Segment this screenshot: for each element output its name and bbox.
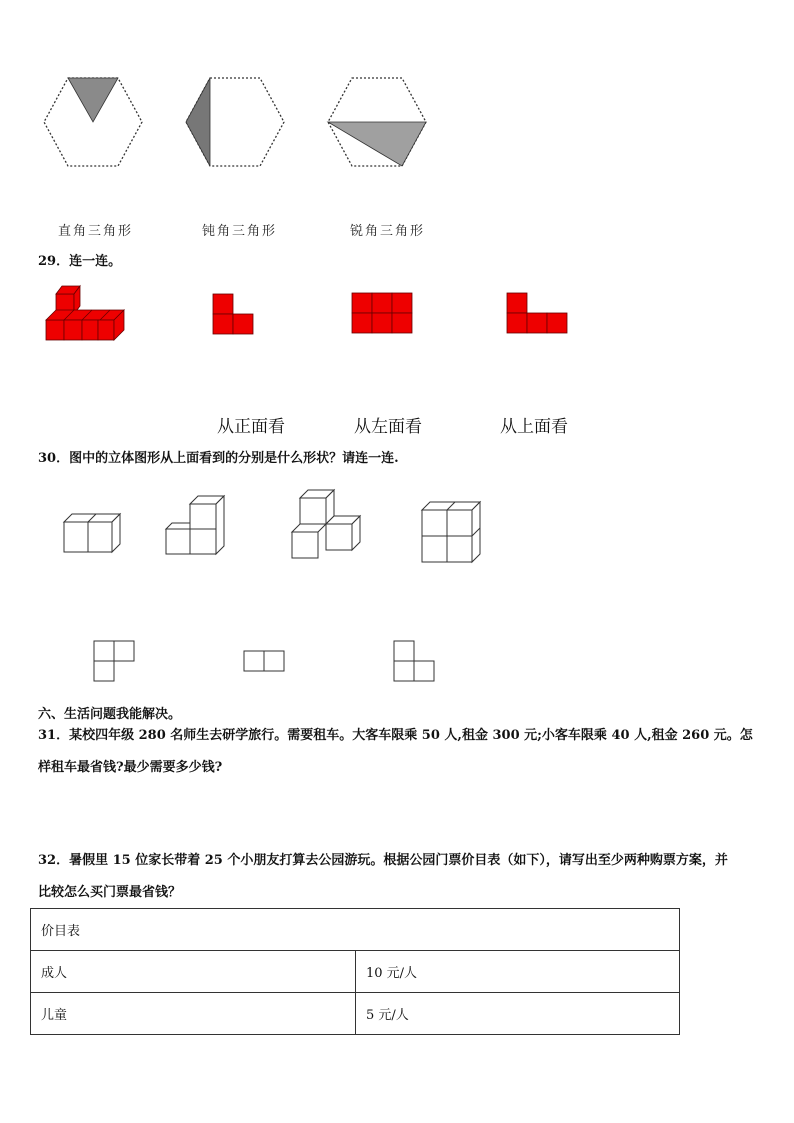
price-table bbox=[30, 908, 680, 1035]
question-29: 29．连一连。 bbox=[38, 254, 122, 269]
table-row bbox=[31, 951, 680, 993]
hexagon-acute-triangle bbox=[328, 78, 426, 166]
label-right-triangle: 直角三角形 bbox=[58, 224, 134, 239]
table-row bbox=[31, 993, 680, 1035]
red-view-l-small bbox=[212, 293, 256, 337]
hexagon-figures bbox=[0, 70, 460, 175]
red-view-rectangle bbox=[351, 292, 415, 336]
ticket-type-cell: 儿童 bbox=[31, 993, 356, 1035]
cube-figure-2 bbox=[164, 494, 230, 558]
label-top-view: 从上面看 bbox=[500, 417, 568, 437]
top-view-shape-2 bbox=[243, 650, 287, 674]
ticket-price-cell: 5 元/人 bbox=[356, 993, 680, 1035]
label-front-view: 从正面看 bbox=[217, 417, 285, 437]
top-view-shape-3 bbox=[393, 640, 437, 684]
red-view-l-wide bbox=[506, 292, 570, 336]
question-32-line-1: 32．暑假里 15 位家长带着 25 个小朋友打算去公园游玩。根据公园门票价目表（如下），请写出至少两种购票方案，并 bbox=[38, 853, 728, 868]
label-acute-triangle: 锐角三角形 bbox=[350, 224, 426, 239]
section-6-title: 六、生活问题我能解决。 bbox=[38, 707, 182, 722]
cube-figure-4 bbox=[420, 500, 484, 566]
label-obtuse-triangle: 钝角三角形 bbox=[202, 224, 278, 239]
question-31-line-2: 样租车最省钱?最少需要多少钱? bbox=[38, 760, 223, 775]
price-table-header: 价目表 bbox=[31, 909, 680, 951]
hexagon-right-triangle bbox=[44, 78, 142, 166]
ticket-price-cell: 10 元/人 bbox=[356, 951, 680, 993]
red-cube-solid bbox=[44, 282, 128, 344]
question-32-line-2: 比较怎么买门票最省钱？ bbox=[38, 885, 182, 900]
cube-figure-3 bbox=[290, 488, 364, 560]
label-left-view: 从左面看 bbox=[354, 417, 422, 437]
price-table-header-row bbox=[31, 909, 680, 951]
ticket-type-cell: 成人 bbox=[31, 951, 356, 993]
cube-figure-1 bbox=[62, 508, 126, 556]
question-31-line-1: 31．某校四年级 280 名师生去研学旅行。需要租车。大客车限乘 50 人,租金 300 元;小客车限乘 40 人,租金 260 元。怎 bbox=[38, 728, 753, 743]
hexagon-obtuse-triangle bbox=[186, 78, 284, 166]
top-view-shape-1 bbox=[93, 640, 137, 684]
question-30: 30．图中的立体图形从上面看到的分别是什么形状？请连一连. bbox=[38, 451, 399, 466]
